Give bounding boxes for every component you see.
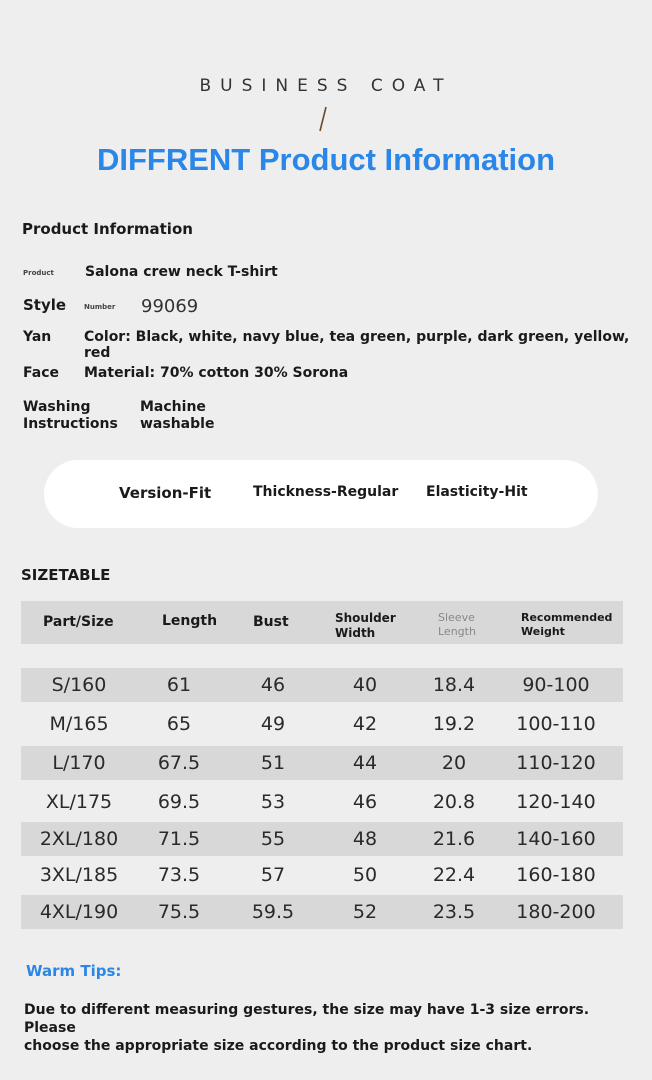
color-value: Color: Black, white, navy blue, tea green, purple, dark green, yellow, red — [84, 329, 630, 361]
header-weight-line2: Weight — [521, 625, 565, 638]
table-row — [21, 707, 623, 741]
cell-size: M/165 — [49, 713, 109, 735]
product-tag: Product — [23, 269, 54, 277]
cell-shoulder: 52 — [352, 901, 378, 923]
page-title: DIFFRENT Product Information — [96, 142, 556, 177]
cell-weight: 110-120 — [516, 752, 596, 774]
thickness-attribute: Thickness-Regular — [253, 484, 399, 500]
fit-attribute: Version-Fit — [119, 484, 212, 502]
cell-weight: 90-100 — [522, 674, 590, 696]
number-tag: Number — [84, 303, 116, 311]
header-weight-line1: Recommended — [521, 611, 613, 624]
cell-length: 65 — [166, 713, 192, 735]
slash-divider — [318, 106, 328, 132]
cell-bust: 59.5 — [251, 901, 295, 923]
cell-sleeve: 20.8 — [432, 791, 476, 813]
cell-sleeve: 20 — [441, 752, 467, 774]
material-value: Material: 70% cotton 30% Sorona — [84, 365, 349, 381]
washing-value-line1: Machine — [140, 399, 206, 415]
cell-bust: 57 — [260, 864, 286, 886]
cell-shoulder: 50 — [352, 864, 378, 886]
cell-weight: 160-180 — [516, 864, 596, 886]
cell-bust: 55 — [260, 828, 286, 850]
style-label: Style — [23, 296, 67, 314]
header-length: Length — [162, 613, 218, 629]
warm-tips-text — [24, 1001, 624, 1055]
face-label: Face — [23, 365, 59, 381]
header-sleeve-line2: Length — [438, 625, 476, 638]
cell-size: 4XL/190 — [39, 901, 119, 923]
size-table-header — [21, 601, 623, 644]
header-shoulder-line2: Width — [335, 626, 376, 640]
cell-sleeve: 18.4 — [432, 674, 476, 696]
cell-shoulder: 48 — [352, 828, 378, 850]
cell-length: 67.5 — [157, 752, 201, 774]
brand-subtitle: BUSINESS COAT — [199, 76, 453, 96]
cell-weight: 120-140 — [516, 791, 596, 813]
table-row — [21, 746, 623, 780]
size-table-heading: SIZETABLE — [21, 566, 111, 584]
table-row — [21, 785, 623, 819]
product-info-heading: Product Information — [22, 220, 193, 238]
cell-size: L/170 — [52, 752, 106, 774]
cell-length: 61 — [166, 674, 192, 696]
header-shoulder-line1: Shoulder — [335, 611, 396, 625]
washing-value-line2: washable — [140, 416, 215, 432]
cell-bust: 51 — [260, 752, 286, 774]
header-sleeve-line1: Sleeve — [438, 611, 475, 624]
warm-tips-line-2: choose the appropriate size according to the product size chart. — [24, 1038, 533, 1054]
header-part-size: Part/Size — [43, 614, 114, 630]
table-row — [21, 668, 623, 702]
warm-tips-line-1: Due to different measuring gestures, the size may have 1-3 size errors. Please — [24, 1002, 590, 1036]
product-name: Salona crew neck T-shirt — [85, 264, 278, 280]
cell-length: 75.5 — [157, 901, 201, 923]
cell-size: S/160 — [51, 674, 107, 696]
cell-length: 73.5 — [157, 864, 201, 886]
cell-shoulder: 42 — [352, 713, 378, 735]
washing-label-line2: Instructions — [23, 416, 118, 432]
cell-bust: 49 — [260, 713, 286, 735]
yan-label: Yan — [23, 329, 52, 345]
table-row — [21, 895, 623, 929]
cell-length: 71.5 — [157, 828, 201, 850]
cell-sleeve: 21.6 — [432, 828, 476, 850]
cell-sleeve: 22.4 — [432, 864, 476, 886]
cell-size: 2XL/180 — [39, 828, 119, 850]
cell-shoulder: 40 — [352, 674, 378, 696]
cell-bust: 53 — [260, 791, 286, 813]
warm-tips-title: Warm Tips: — [26, 962, 122, 980]
cell-length: 69.5 — [157, 791, 201, 813]
cell-shoulder: 44 — [352, 752, 378, 774]
elasticity-attribute: Elasticity-Hit — [426, 484, 528, 500]
cell-weight: 140-160 — [516, 828, 596, 850]
cell-sleeve: 19.2 — [432, 713, 476, 735]
cell-shoulder: 46 — [352, 791, 378, 813]
cell-size: XL/175 — [45, 791, 113, 813]
attributes-pill — [44, 460, 598, 528]
style-number: 99069 — [141, 296, 199, 317]
washing-label-line1: Washing — [23, 399, 91, 415]
table-row — [21, 858, 623, 892]
cell-sleeve: 23.5 — [432, 901, 476, 923]
header-bust: Bust — [253, 614, 289, 630]
cell-weight: 180-200 — [516, 901, 596, 923]
table-row — [21, 822, 623, 856]
cell-weight: 100-110 — [516, 713, 596, 735]
cell-bust: 46 — [260, 674, 286, 696]
cell-size: 3XL/185 — [39, 864, 119, 886]
